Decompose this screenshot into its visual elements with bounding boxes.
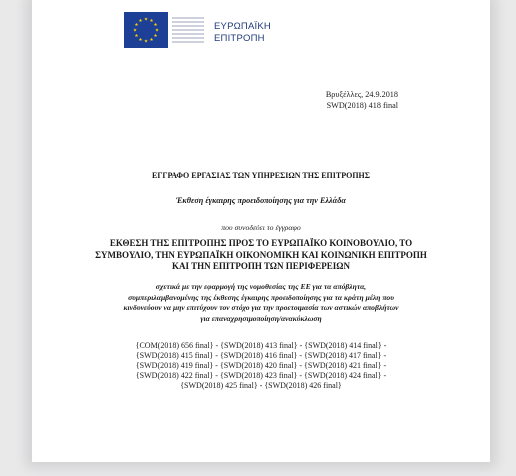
subtitle-line-4: για επαναχρησιμοποίηση/ανακύκλωση <box>200 313 322 323</box>
report-title-line-2: ΣΥΜΒΟΥΛΙΟ, ΤΗΝ ΕΥΡΩΠΑΪΚΗ ΟΙΚΟΝΟΜΙΚΗ ΚΑΙ ΚΟΙΝΩΝΙΚΗ ΕΠΙΤΡΟΠΗ <box>95 249 427 260</box>
references-line-1: {COM(2018) 656 final} - {SWD(2018) 413 final} - {SWD(2018) 414 final} - <box>135 341 387 350</box>
document-reference: SWD(2018) 418 final <box>326 101 398 110</box>
subtitle-line-3: κινδυνεύουν να μην επιτύχουν τον στόχο για την προετοιμασία των αστικών αποβλήτων <box>123 303 399 312</box>
references-line-3: {SWD(2018) 419 final} - {SWD(2018) 420 final} - {SWD(2018) 421 final} - <box>135 361 387 370</box>
references-line-5: {SWD(2018) 425 final} - {SWD(2018) 426 final} <box>180 381 342 390</box>
document-page <box>32 0 490 462</box>
subtitle-line-2: συμπεριλαμβανομένης της έκθεσης έγκαιρης προειδοποίησης για τα κράτη μέλη που <box>128 292 394 302</box>
logo-line-1: ΕΥΡΩΠΑΪΚΗ <box>214 21 271 32</box>
report-title-line-3: ΚΑΙ ΤΗΝ ΕΠΙΤΡΟΠΗ ΤΩΝ ΠΕΡΙΦΕΡΕΙΩΝ <box>172 261 350 271</box>
place-date: Βρυξέλλες, 24.9.2018 <box>325 90 398 99</box>
berlaymont-building-icon <box>168 12 208 48</box>
report-title-line-1: ΕΚΘΕΣΗ ΤΗΣ ΕΠΙΤΡΟΠΗΣ ΠΡΟΣ ΤΟ ΕΥΡΩΠΑΪΚΟ ΚΟΙΝΟΒΟΥΛΙΟ, ΤΟ <box>109 238 413 248</box>
document-title: Έκθεση έγκαιρης προειδοποίησης για την Ελλάδα <box>176 196 346 205</box>
logo-line-2: ΕΠΙΤΡΟΠΗ <box>214 33 265 44</box>
references-line-4: {SWD(2018) 422 final} - {SWD(2018) 423 final} - {SWD(2018) 424 final} - <box>135 371 387 380</box>
accompanying-note: που συνοδεύει το έγγραφο <box>221 223 301 232</box>
subtitle-line-1: σχετικά με την εφαρμογή της νομοθεσίας της ΕΕ για τα απόβλητα, <box>155 282 367 291</box>
references-line-2: {SWD(2018) 415 final} - {SWD(2018) 416 final} - {SWD(2018) 417 final} - <box>135 351 387 360</box>
eu-flag-icon <box>124 12 168 48</box>
document-type: ΕΓΓΡΑΦΟ ΕΡΓΑΣΙΑΣ ΤΩΝ ΥΠΗΡΕΣΙΩΝ ΤΗΣ ΕΠΙΤΡΟΠΗΣ <box>151 171 370 180</box>
